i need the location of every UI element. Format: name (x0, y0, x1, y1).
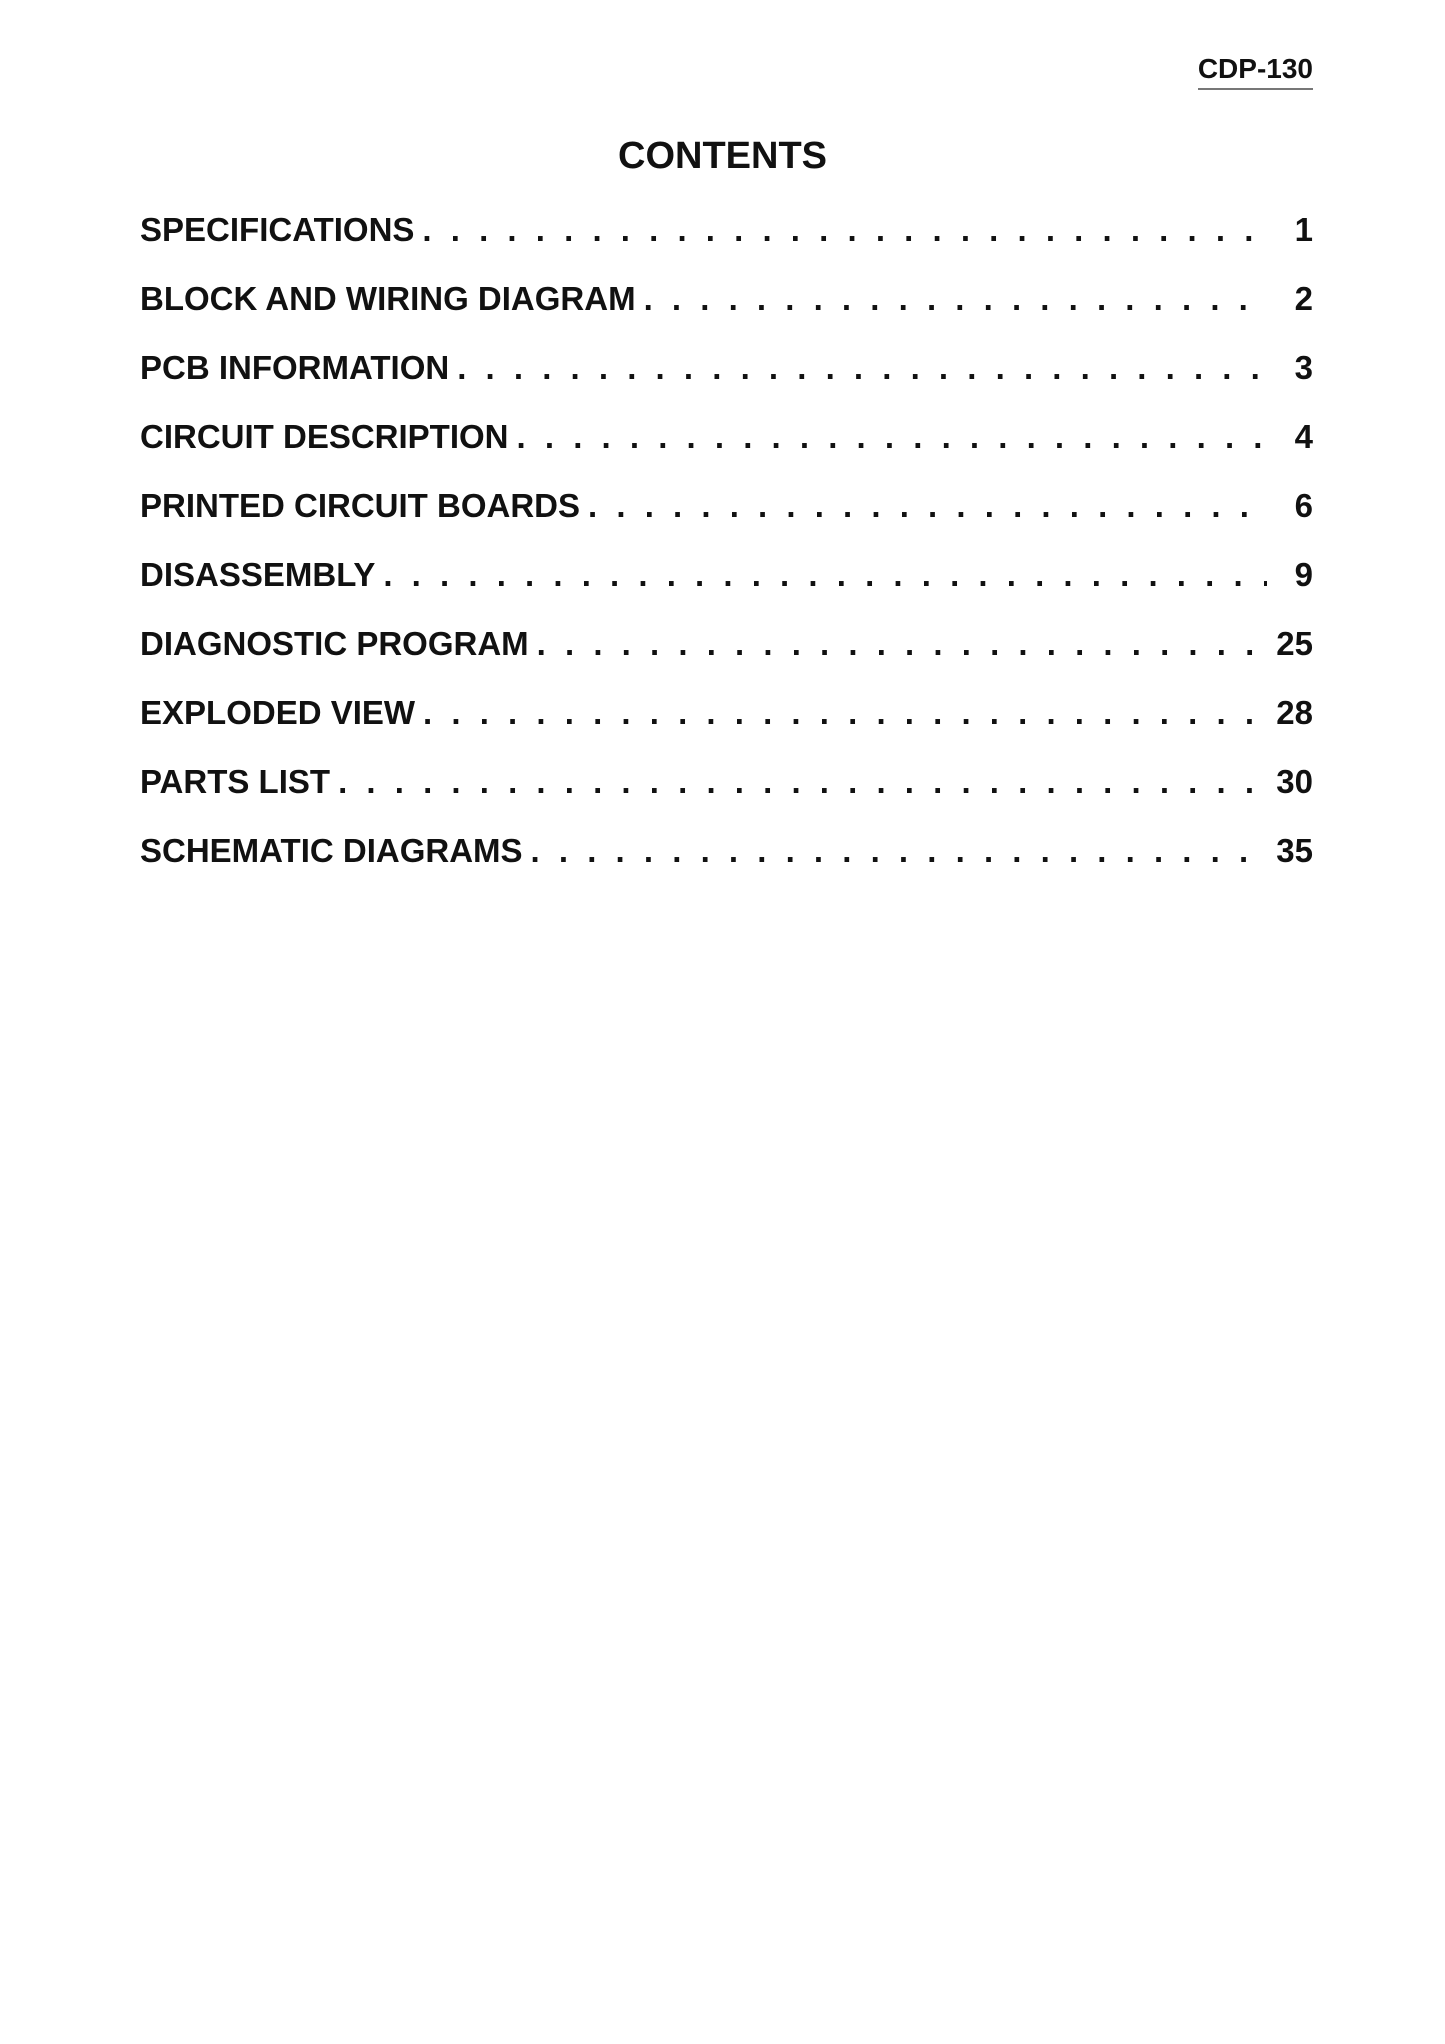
toc-entry-title: DISASSEMBLY (140, 556, 376, 593)
toc-entry[interactable] (140, 476, 1313, 545)
toc-entry-page: 1 (1294, 211, 1313, 248)
toc-dot-leader (422, 200, 1267, 260)
toc-dot-leader (383, 545, 1267, 605)
toc-entry-title: SCHEMATIC DIAGRAMS (140, 832, 523, 869)
toc-entry-title: DIAGNOSTIC PROGRAM (140, 625, 529, 662)
toc-entry-title: SPECIFICATIONS (140, 211, 415, 248)
toc-entry-page: 6 (1294, 487, 1313, 524)
toc-entry-title: PCB INFORMATION (140, 349, 450, 386)
toc-entry[interactable] (140, 545, 1313, 614)
toc-entry[interactable] (140, 338, 1313, 407)
toc-dot-leader (423, 683, 1267, 743)
toc-entry[interactable] (140, 683, 1313, 752)
toc-dot-leader (338, 752, 1267, 812)
toc-dot-leader (517, 407, 1267, 467)
toc-dot-leader (537, 614, 1267, 674)
toc-entry-page: 35 (1276, 832, 1313, 869)
toc-dot-leader (644, 269, 1267, 329)
page-title: CONTENTS (618, 135, 827, 177)
toc-entry[interactable] (140, 200, 1313, 269)
toc-entry-page: 2 (1294, 280, 1313, 317)
toc-entry-title: PRINTED CIRCUIT BOARDS (140, 487, 581, 524)
toc-entry-page: 9 (1294, 556, 1313, 593)
toc-entry-page: 28 (1276, 694, 1313, 731)
toc-entry-page: 25 (1276, 625, 1313, 662)
toc-entry-title: BLOCK AND WIRING DIAGRAM (140, 280, 636, 317)
toc-dot-leader (588, 476, 1267, 536)
toc-entry[interactable] (140, 407, 1313, 476)
toc-dot-leader (457, 338, 1267, 398)
toc-entry[interactable] (140, 614, 1313, 683)
toc-entry-page: 4 (1294, 418, 1313, 455)
toc-entry[interactable] (140, 821, 1313, 890)
toc-dot-leader (531, 821, 1267, 881)
model-number: CDP-130 (1198, 52, 1313, 90)
toc-entry-title: CIRCUIT DESCRIPTION (140, 418, 509, 455)
toc-entry[interactable] (140, 752, 1313, 821)
toc-entry-page: 3 (1294, 349, 1313, 386)
toc-entry-title: EXPLODED VIEW (140, 694, 416, 731)
table-of-contents (140, 200, 1313, 890)
toc-entry[interactable] (140, 269, 1313, 338)
toc-entry-page: 30 (1276, 763, 1313, 800)
toc-entry-title: PARTS LIST (140, 763, 331, 800)
